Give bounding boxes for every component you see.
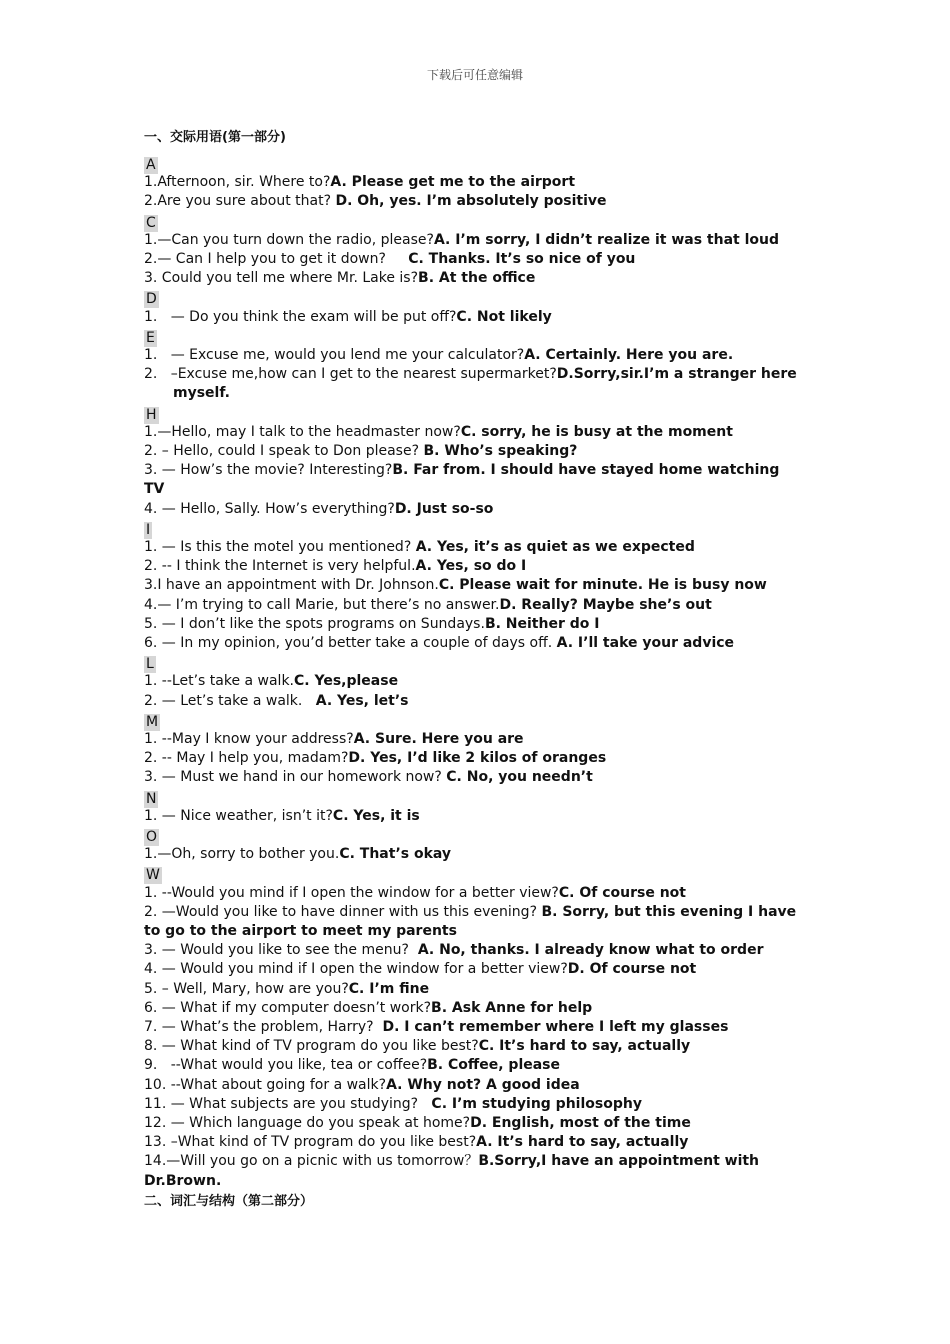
qa-item: [144, 500, 804, 519]
question-text: 2. –Excuse me,how can I get to the nearest supermarket?: [144, 366, 557, 383]
qa-item: [144, 672, 804, 691]
answer-text: B.Sorry,I have an appointment with Dr.Brown.: [144, 1153, 764, 1189]
group-letter: L: [146, 656, 154, 673]
group-letter-row: [144, 288, 804, 307]
answer-text: A. I’ll take your advice: [556, 634, 735, 651]
qa-item: [144, 461, 804, 499]
qa-item: [144, 845, 804, 864]
qa-item: [144, 576, 804, 595]
qa-item: [144, 692, 804, 711]
question-text: 9. --What would you like, tea or coffee?: [144, 1057, 428, 1074]
qa-item: [144, 365, 804, 403]
qa-item: [144, 231, 804, 250]
answer-text: A. Yes, let’s: [315, 692, 409, 709]
answer-text: B. Coffee, please: [427, 1057, 561, 1074]
question-text: 13. –What kind of TV program do you like best?: [144, 1134, 477, 1151]
qa-item: [144, 308, 804, 327]
answer-text: A. It’s hard to say, actually: [476, 1134, 689, 1151]
group-letter: I: [146, 521, 151, 538]
question-text: 3. — Must we hand in our homework now?: [144, 769, 447, 786]
answer-text: A. Yes, so do I: [415, 558, 527, 575]
answer-text: B. Neither do I: [484, 615, 600, 632]
question-text: 4. — Would you mind if I open the window for a better view?: [144, 961, 568, 978]
answer-text: C. It’s hard to say, actually: [478, 1038, 691, 1055]
question-text: 2.Are you sure about that?: [144, 193, 336, 210]
question-text: 6. — In my opinion, you’d better take a couple of days off.: [144, 634, 557, 651]
question-text: 7. — What’s the problem, Harry?: [144, 1018, 383, 1035]
question-text: 1.—Can you turn down the radio, please?: [144, 231, 434, 248]
group-letter-row: [144, 826, 804, 845]
answer-text: D. Of course not: [567, 961, 697, 978]
question-text: 3.I have an appointment with Dr. Johnson.: [144, 577, 439, 594]
question-text: 2.— Can I help you to get it down?: [144, 250, 409, 267]
qa-item: [144, 557, 804, 576]
question-text: 10. --What about going for a walk?: [144, 1076, 387, 1093]
question-text: 2. —Would you like to have dinner with us this evening?: [144, 903, 542, 920]
question-text: 1. — Nice weather, isn’t it?: [144, 807, 333, 824]
question-text: 1. — Is this the motel you mentioned?: [144, 538, 416, 555]
answer-text: D. English, most of the time: [470, 1114, 691, 1131]
answer-text: D. I can’t remember where I left my glasses: [382, 1018, 729, 1035]
group-letter: H: [146, 406, 157, 423]
qa-item: [144, 538, 804, 557]
question-text: 4.— I’m trying to call Marie, but there’s no answer.: [144, 596, 500, 613]
answer-text: B. Sorry, but this evening I have to go to the airport to meet my parents: [144, 903, 802, 939]
answer-text: A. Yes, it’s as quiet as we expected: [415, 538, 695, 555]
group-letter-row: [144, 864, 804, 883]
group-letter: C: [146, 214, 156, 231]
answer-text: A. Certainly. Here you are.: [524, 346, 734, 363]
question-text: 3. Could you tell me where Mr. Lake is?: [144, 270, 419, 287]
qa-item: [144, 1056, 804, 1075]
group-letter: O: [146, 828, 158, 845]
group-letter-row: [144, 519, 804, 538]
group-letter-row: [144, 212, 804, 231]
question-text: 11. — What subjects are you studying?: [144, 1095, 432, 1112]
answer-text: A. Why not? A good idea: [386, 1076, 580, 1093]
qa-item: [144, 1114, 804, 1133]
answer-text: D.Sorry,sir.I’m a stranger here myself.: [173, 366, 802, 402]
answer-text: C. Thanks. It’s so nice of you: [408, 250, 636, 267]
group-letter-row: [144, 327, 804, 346]
question-text: 5. — I don’t like the spots programs on Sundays.: [144, 615, 485, 632]
answer-text: A. Sure. Here you are: [353, 730, 524, 747]
qa-item: [144, 1152, 804, 1190]
question-text: 1.—Hello, may I talk to the headmaster now?: [144, 423, 461, 440]
group-letter-row: [144, 788, 804, 807]
qa-item: [144, 941, 804, 960]
group-letter-row: [144, 404, 804, 423]
answer-text: C. Yes, it is: [332, 807, 420, 824]
group-letter: E: [146, 329, 155, 346]
question-text: 6. — What if my computer doesn’t work?: [144, 999, 432, 1016]
answer-text: C. I’m studying philosophy: [431, 1095, 642, 1112]
answer-text: C. sorry, he is busy at the moment: [460, 423, 733, 440]
question-text: 5. – Well, Mary, how are you?: [144, 980, 349, 997]
qa-item: [144, 250, 804, 269]
question-text: 1. --Would you mind if I open the window for a better view?: [144, 884, 559, 901]
qa-item: [144, 615, 804, 634]
group-letter: A: [146, 157, 156, 173]
question-text: 4. — Hello, Sally. How’s everything?: [144, 500, 395, 517]
qa-item: [144, 807, 804, 826]
answer-text: B. Ask Anne for help: [431, 999, 593, 1016]
qa-item: [144, 884, 804, 903]
answer-text: A. No, thanks. I already know what to order: [417, 942, 764, 959]
answer-text: A. Please get me to the airport: [330, 174, 576, 191]
answer-text: D. Oh, yes. I’m absolutely positive: [335, 193, 607, 210]
question-text: 2. -- I think the Internet is very helpful.: [144, 558, 416, 575]
qa-item: [144, 1095, 804, 1114]
answer-text: C. Not likely: [456, 308, 552, 325]
question-text: 2. – Hello, could I speak to Don please?: [144, 442, 424, 459]
answer-text: B. Who’s speaking?: [423, 442, 578, 459]
answer-text: C. Of course not: [558, 884, 686, 901]
question-text: 1.Afternoon, sir. Where to?: [144, 174, 331, 191]
question-text: 2. -- May I help you, madam?: [144, 750, 349, 767]
qa-item: [144, 1076, 804, 1095]
question-text: 1. --May I know your address?: [144, 730, 354, 747]
group-letter: N: [146, 790, 157, 807]
question-text: 8. — What kind of TV program do you like best?: [144, 1038, 479, 1055]
qa-item: [144, 1018, 804, 1037]
group-letter: D: [146, 291, 157, 308]
group-letter-row: [144, 653, 804, 672]
qa-item: [144, 960, 804, 979]
qa-item: [144, 768, 804, 787]
qa-item: [144, 192, 804, 211]
section-title-2: 二、词汇与结构（第二部分）: [144, 1193, 314, 1209]
qa-item: [144, 173, 804, 192]
qa-groups: [144, 154, 804, 1191]
group-letter-row: [144, 711, 804, 730]
group-letter-row: [144, 154, 804, 173]
answer-text: C. Yes,please: [294, 673, 399, 690]
page-header: 下载后可任意编辑: [426, 68, 523, 82]
question-text: 14.—Will you go on a picnic with us tomorrow？: [144, 1153, 479, 1170]
answer-text: C. No, you needn’t: [446, 769, 593, 786]
group-letter: M: [146, 713, 159, 730]
question-text: 1. --Let’s take a walk.: [144, 673, 295, 690]
answer-text: D. Really? Maybe she’s out: [499, 596, 712, 613]
section-title-1: 一、交际用语(第一部分): [144, 130, 286, 145]
answer-text: B. Far from. I should have stayed home watching TV: [144, 462, 785, 498]
qa-item: [144, 346, 804, 365]
qa-item: [144, 903, 804, 941]
qa-item: [144, 634, 804, 653]
question-text: 1.—Oh, sorry to bother you.: [144, 846, 340, 863]
answer-text: A. I’m sorry, I didn’t realize it was that loud: [433, 231, 779, 248]
qa-item: [144, 730, 804, 749]
qa-item: [144, 749, 804, 768]
answer-text: C. I’m fine: [348, 980, 430, 997]
qa-item: [144, 980, 804, 999]
question-text: 1. — Do you think the exam will be put off?: [144, 308, 457, 325]
question-text: 1. — Excuse me, would you lend me your calculator?: [144, 346, 525, 363]
document-body: [144, 128, 804, 1218]
question-text: 2. — Let’s take a walk.: [144, 692, 316, 709]
qa-item: [144, 999, 804, 1018]
question-text: 12. — Which language do you speak at home?: [144, 1114, 471, 1131]
answer-text: D. Yes, I’d like 2 kilos of oranges: [348, 750, 607, 767]
qa-item: [144, 1037, 804, 1056]
qa-item: [144, 442, 804, 461]
answer-text: C. That’s okay: [339, 846, 452, 863]
qa-item: [144, 1133, 804, 1152]
answer-text: C. Please wait for minute. He is busy now: [438, 577, 767, 594]
question-text: 3. — Would you like to see the menu?: [144, 942, 418, 959]
answer-text: D. Just so-so: [394, 500, 494, 517]
qa-item: [144, 269, 804, 288]
qa-item: [144, 423, 804, 442]
group-letter: W: [146, 867, 160, 884]
answer-text: B. At the office: [418, 270, 536, 287]
question-text: 3. — How’s the movie? Interesting?: [144, 462, 393, 479]
qa-item: [144, 596, 804, 615]
